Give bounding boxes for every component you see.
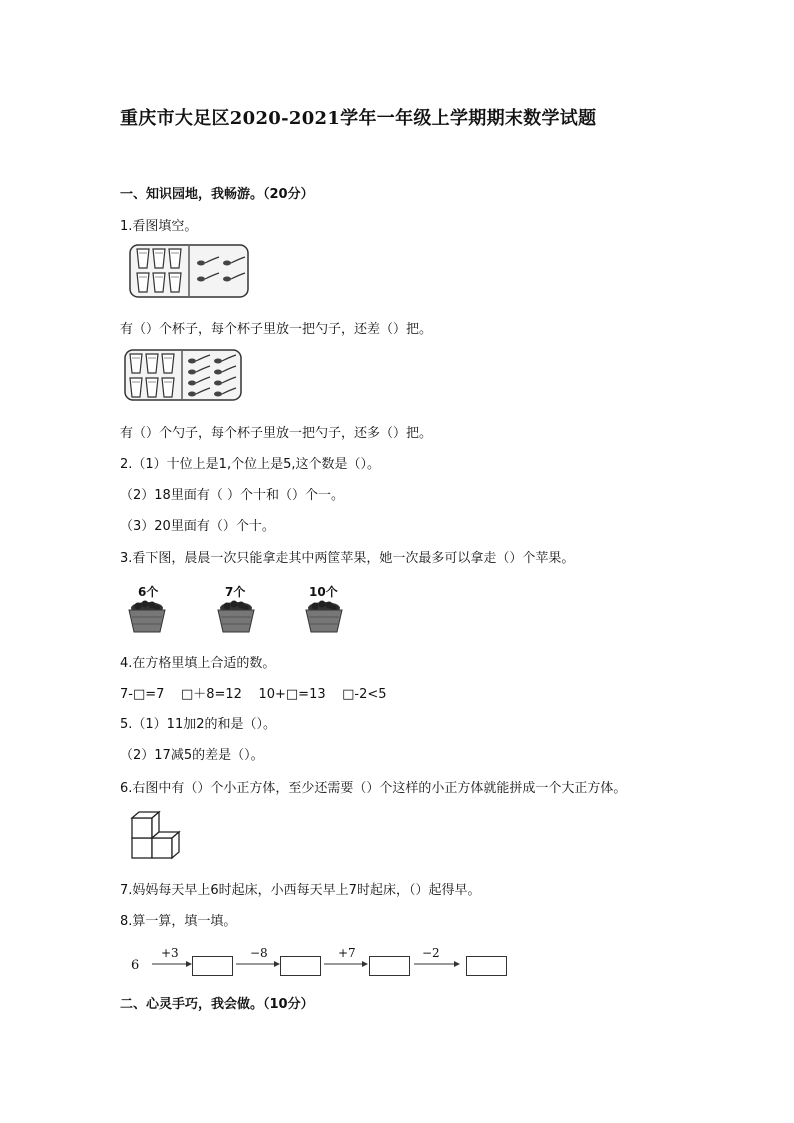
chain-op-2: −8 [250, 946, 268, 960]
apple-basket-2 [215, 583, 257, 633]
apple-basket-1 [126, 583, 168, 633]
cup-icon [137, 273, 149, 292]
q1-line-a: 有（）个杯子，每个杯子里放一把勺子，还差（）把。 [120, 322, 433, 337]
calculation-chain [128, 946, 518, 978]
cup-icon [130, 354, 142, 373]
basket-3-icon [303, 600, 345, 633]
chain-start-number: 6 [131, 958, 140, 973]
q1-prompt: 1.看图填空。 [120, 219, 198, 234]
q4-equations: 7-□=7 □＋8=12 10+□=13 □-2<5 [120, 687, 387, 702]
arrow-icon [414, 960, 460, 968]
apple-basket-3 [303, 583, 345, 633]
arrow-icon [152, 960, 192, 968]
q2-line-1: 2.（1）十位上是1,个位上是5,这个数是（）。 [120, 457, 380, 472]
basket-3-label: 10个 [309, 585, 338, 599]
q6-prompt: 6.右图中有（）个小正方体，至少还需要（）个这样的小正方体就能拼成一个大正方体。 [120, 781, 627, 796]
answer-box-3[interactable] [369, 956, 410, 976]
q5-line-2: （2）17减5的差是（）。 [120, 748, 264, 763]
cubes-figure [130, 810, 184, 860]
chain-op-1: +3 [161, 946, 179, 960]
cup-icon [153, 273, 165, 292]
cup-icon [169, 273, 181, 292]
cup-icon [153, 249, 165, 268]
cups-spoons-figure-b [124, 349, 244, 403]
arrow-icon [324, 960, 368, 968]
q1-line-b: 有（）个勺子，每个杯子里放一把勺子，还多（）把。 [120, 426, 433, 441]
cup-icon [146, 354, 158, 373]
cup-icon [130, 378, 142, 397]
answer-box-2[interactable] [280, 956, 321, 976]
cup-icon [169, 249, 181, 268]
q7-question: 7.妈妈每天早上6时起床，小西每天早上7时起床，（）起得早。 [120, 883, 481, 898]
q8-prompt: 8.算一算，填一填。 [120, 914, 237, 929]
basket-1-label: 6个 [138, 585, 159, 599]
answer-box-1[interactable] [192, 956, 233, 976]
chain-op-4: −2 [422, 946, 440, 960]
q2-line-3: （3）20里面有（）个十。 [120, 519, 275, 534]
basket-2-label: 7个 [225, 585, 246, 599]
basket-1-icon [126, 600, 168, 633]
cup-icon [137, 249, 149, 268]
cup-icon [146, 378, 158, 397]
q2-line-2: （2）18里面有（ ）个十和（）个一。 [120, 488, 344, 503]
q3-prompt: 3.看下图，晨晨一次只能拿走其中两筐苹果，她一次最多可以拿走（）个苹果。 [120, 551, 575, 566]
section-2-heading: 二、心灵手巧，我会做。（10分） [120, 997, 314, 1012]
q4-prompt: 4.在方格里填上合适的数。 [120, 656, 276, 671]
cup-icon [162, 354, 174, 373]
section-1-heading: 一、知识园地，我畅游。（20分） [120, 187, 314, 202]
q5-line-1: 5.（1）11加2的和是（）。 [120, 717, 276, 732]
answer-box-4[interactable] [466, 956, 507, 976]
basket-2-icon [215, 600, 257, 633]
cup-icon [162, 378, 174, 397]
page-title: 重庆市大足区2020-2021学年一年级上学期期末数学试题 [120, 108, 597, 129]
chain-op-3: +7 [338, 946, 356, 960]
arrow-icon [236, 960, 280, 968]
cups-spoons-figure-a [129, 244, 251, 300]
